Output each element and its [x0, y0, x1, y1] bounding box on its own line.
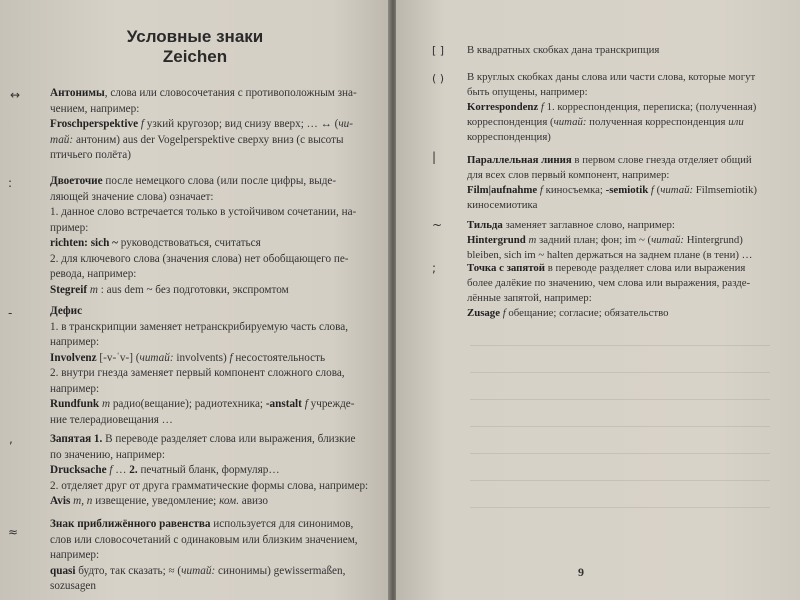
round-brackets-marker: ( ): [432, 72, 445, 85]
colon-term: Двоеточие: [50, 175, 103, 187]
approx-entry: Знак приближённого равенства используется для синонимов, слов или словосочетаний с одинаковым или близким значением, например: quasi будто, так сказать; ≈ (читай: синонимы) gewissermaßen, sozusagen: [50, 518, 358, 592]
comma-entry: Запятая 1. В переводе разделяет слова или выражения, близкие по значению, например: Drucksache f … 2. печатный бланк, формуляр… 2. отделяет друг от друга грамматические формы слова, например: Avis m, n извещение, уведомление; ком. авизо: [50, 433, 369, 507]
colon-marker: :: [8, 176, 13, 190]
hyphen-marker: -: [8, 306, 13, 320]
approx-term: Знак приближённого равенства: [50, 518, 211, 530]
left-page: [0, 0, 390, 600]
comma-marker: ,: [9, 432, 13, 446]
hyphen-term: Дефис: [50, 305, 83, 317]
show-through-line: [470, 426, 770, 427]
show-through-line: [470, 480, 770, 481]
show-through-line: [470, 453, 770, 454]
show-through-line: [470, 399, 770, 400]
semicolon-term: Точка с запятой: [467, 262, 546, 274]
page-title-de: Zeichen: [162, 47, 228, 66]
tilde-entry: Тильда заменяет заглавное слово, например: Hintergrund m задний план; фон; im ~ (читай: Hintergrund) bleiben, sich im ~ halten держаться на заднем плане (в тени) …: [467, 219, 753, 261]
show-through-line: [470, 372, 770, 373]
antonym-marker: ↔: [10, 88, 21, 102]
semicolon-entry: Точка с запятой в переводе разделяет слова или выражения более далёкие по значению, чем слова или выражения, разде- лённые запятой, например: Zusage f обещание; согласие; обязательство: [467, 262, 751, 319]
parallel-line-entry: Параллельная линия в первом слове гнезда отделяет общий для всех слов первый компонент, например: Film|aufnahme f киносъемка; -semiotik f (читай: Filmsemiotik) киносемиотика: [467, 154, 757, 211]
approx-marker: ≈: [8, 525, 19, 539]
round-brackets-entry: В круглых скобках даны слова или части слова, которые могут быть опущены, например: Korrespondenz f 1. корреспонденция, переписка; (полученная) корреспонденция (читай: полученная корреспонденция или корреспонденция): [467, 71, 757, 143]
page-title-ru: Условные знаки: [126, 27, 264, 46]
tilde-term: Тильда: [467, 219, 503, 231]
semicolon-marker: ;: [432, 261, 437, 275]
parallel-line-marker: |: [432, 150, 437, 164]
square-brackets-entry: В квадратных скобках дана транскрипция: [467, 44, 660, 56]
tilde-marker: ~: [432, 218, 443, 232]
comma-term: Запятая 1.: [50, 433, 103, 445]
show-through-line: [470, 345, 770, 346]
antonym-entry: Антонимы, слова или словосочетания с противоположным зна- чением, например: Froschperspektive f узкий кругозор; вид снизу вверх; … ↔ (чи- тай: антоним) aus der Vogelperspektive сверху вниз (с высоты птичьего полёта): [50, 87, 357, 161]
show-through-line: [470, 507, 770, 508]
page-number: 9: [578, 565, 584, 579]
antonym-term: Антонимы: [50, 87, 105, 99]
hyphen-entry: Дефис 1. в транскрипции заменяет нетранскрибируемую часть слова, например: Involvenz [-v-ˈv-] (читай: involvents) f несостоятельность 2. внутри гнезда заменяет первый компонент сложного слова, например: Rundfunk m радио(вещание); радиотехника; -anstalt f учрежде- ние телерадиовещания …: [50, 305, 355, 426]
square-brackets-marker: [ ]: [432, 44, 445, 57]
colon-entry: Двоеточие после немецкого слова (или после цифры, выде- ляющей значение слова) означает: 1. данное слово встречается только в устойчивом сочетании, на- пример: richten: sich ~ руководствоваться, считаться 2. для ключевого слова (значения слова) нет обобщающего пе- ревода, например: Stegreif m : aus dem ~ без подготовки, экспромтом: [50, 175, 357, 296]
parallel-line-term: Параллельная линия: [467, 154, 572, 166]
